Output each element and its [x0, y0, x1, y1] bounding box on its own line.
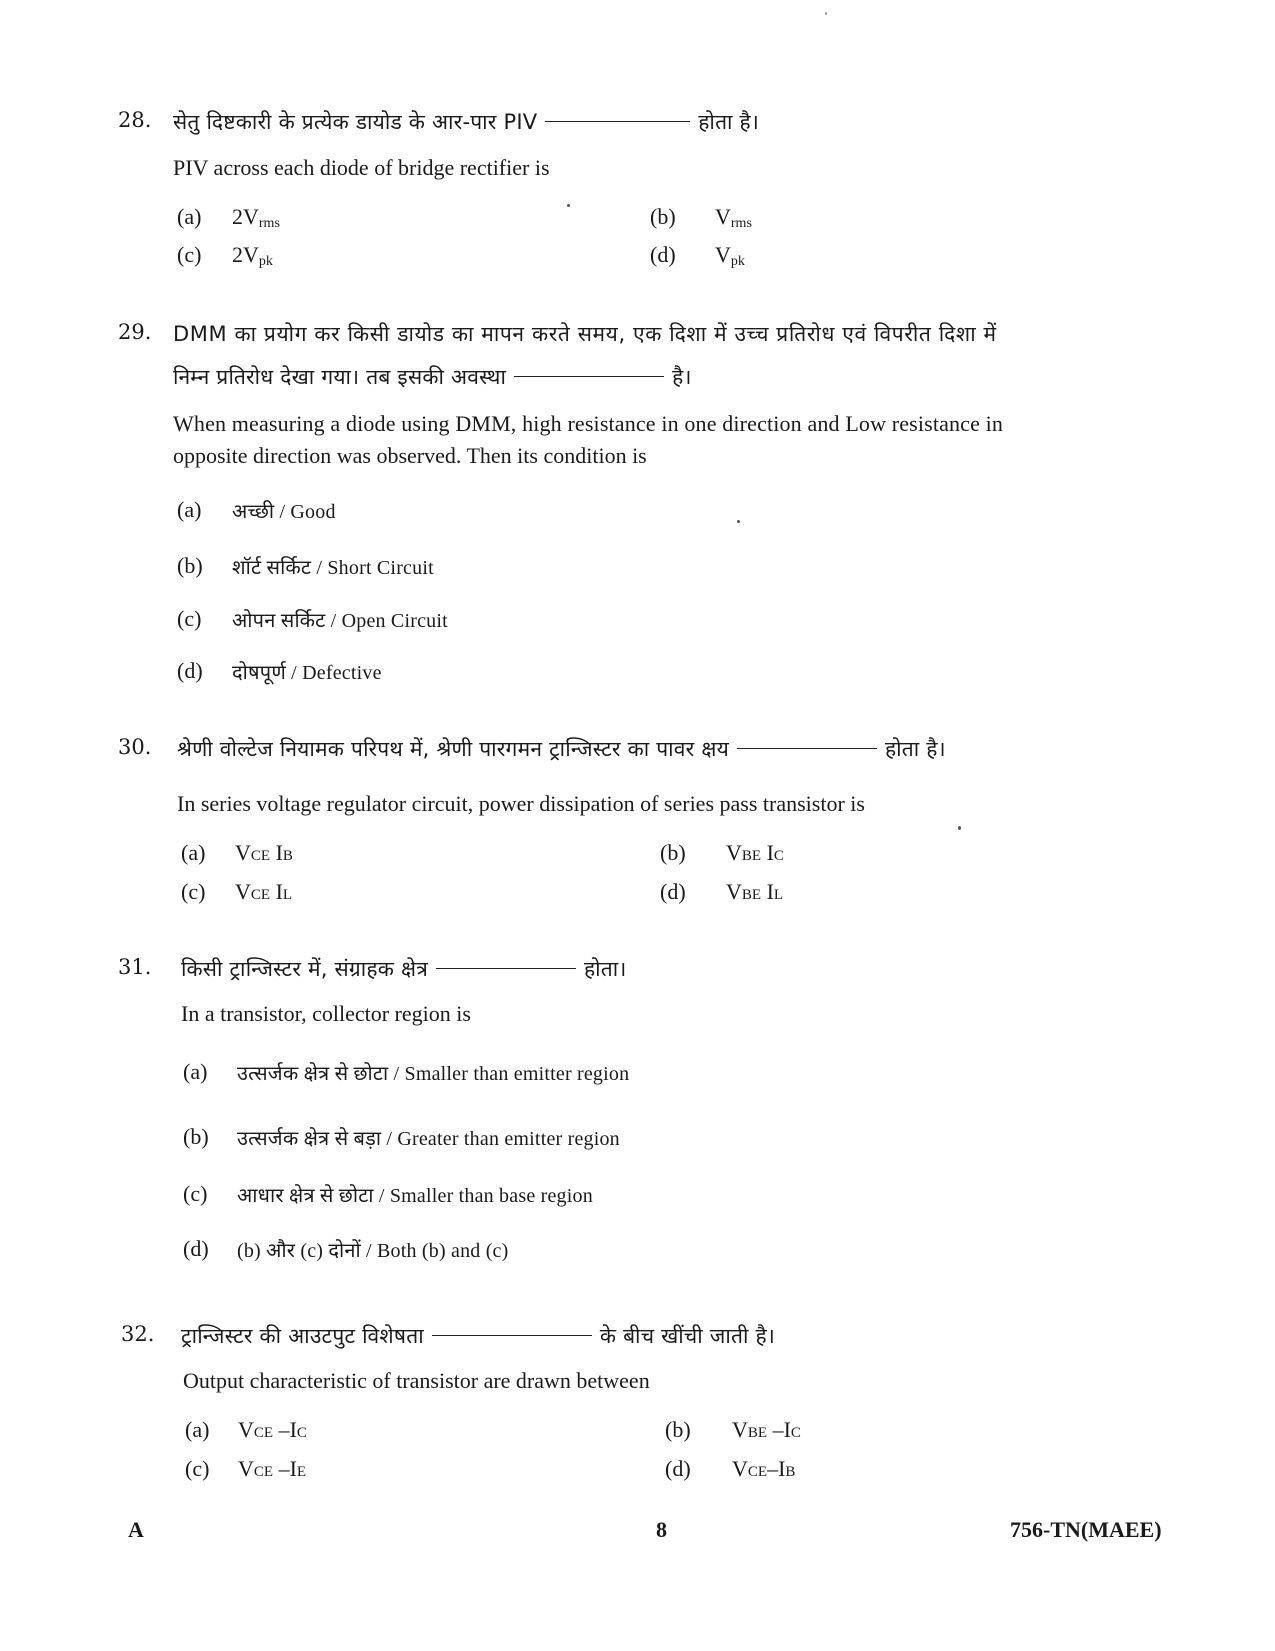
option-label: (d) [665, 1456, 691, 1481]
option-c[interactable]: ओपन सर्किट / Open Circuit [232, 610, 448, 632]
question-hindi-line1: DMM का प्रयोग कर किसी डायोड का मापन करते समय, एक दिशा में उच्च प्रतिरोध एवं विपरीत दिशा में [173, 322, 997, 346]
question-hindi [181, 955, 627, 983]
option-label: (a) [177, 497, 202, 522]
option-label: (b) [183, 1124, 209, 1149]
hindi-text: सेतु दिष्टकारी के प्रत्येक डायोड के आर-पार PIV [173, 110, 538, 134]
option-label: (d) [650, 242, 676, 267]
question-number: 31. [118, 955, 152, 979]
hindi-text: निम्न प्रतिरोध देखा गया। तब इसकी अवस्था [173, 365, 507, 389]
answer-blank [545, 121, 690, 122]
option-label: (c) [177, 242, 202, 267]
option-a[interactable]: अच्छी / Good [232, 501, 336, 523]
option-label: (a) [177, 204, 202, 229]
option-a[interactable]: VCE –IC [238, 1417, 307, 1442]
option-label: (a) [185, 1417, 210, 1442]
scan-speck [737, 520, 740, 523]
question-english-line2: opposite direction was observed. Then its condition is [173, 443, 647, 468]
option-a[interactable]: $2V_{rms}$ [232, 204, 280, 231]
option-d[interactable]: VBE IL [726, 879, 784, 904]
question-english: In series voltage regulator circuit, power dissipation of series pass transistor is [177, 791, 865, 816]
option-d[interactable]: (b) और (c) दोनों / Both (b) and (c) [237, 1240, 509, 1262]
option-label: (b) [650, 204, 676, 229]
option-label: (c) [185, 1456, 210, 1481]
option-b[interactable]: VBE IC [726, 840, 784, 865]
question-number: 28. [118, 108, 152, 132]
answer-blank [737, 748, 877, 749]
option-label: (c) [181, 879, 206, 904]
page-number: 8 [656, 1517, 667, 1542]
option-a[interactable]: उत्सर्जक क्षेत्र से छोटा / Smaller than emitter region [237, 1063, 630, 1085]
option-b[interactable]: $V_{rms}$ [715, 204, 752, 231]
hindi-text-end: के बीच खींची जाती है। [599, 1324, 775, 1348]
option-d[interactable]: दोषपूर्ण / Defective [232, 662, 382, 684]
question-english-line1: When measuring a diode using DMM, high resistance in one direction and Low resistance in [173, 411, 1004, 436]
answer-blank [432, 1335, 592, 1336]
hindi-text: ट्रान्जिस्टर की आउटपुट विशेषता [181, 1324, 424, 1348]
hindi-text-end: होता। [584, 957, 627, 981]
scan-speck [958, 826, 961, 830]
booklet-series: A [128, 1517, 144, 1542]
question-hindi-line2 [173, 363, 692, 391]
question-number: 30. [118, 735, 152, 759]
option-b[interactable]: उत्सर्जक क्षेत्र से बड़ा / Greater than emitter region [237, 1128, 620, 1150]
question-number: 32. [121, 1322, 155, 1346]
option-d[interactable]: VCE–IB [732, 1456, 796, 1481]
option-c[interactable]: $2V_{pk}$ [232, 242, 273, 269]
option-label: (c) [177, 606, 202, 631]
question-number: 29. [118, 320, 152, 344]
question-hindi [177, 735, 946, 763]
option-label: (a) [183, 1059, 208, 1084]
option-label: (d) [177, 658, 203, 683]
hindi-text-end: होता है। [698, 110, 760, 134]
option-label: (d) [660, 879, 686, 904]
question-english: Output characteristic of transistor are drawn between [183, 1368, 650, 1393]
hindi-text: किसी ट्रान्जिस्टर में, संग्राहक क्षेत्र [181, 957, 428, 981]
question-english: PIV across each diode of bridge rectifier is [173, 155, 550, 180]
option-label: (c) [183, 1181, 208, 1206]
answer-blank [514, 376, 664, 377]
option-c[interactable]: VCE IL [235, 879, 293, 904]
option-label: (a) [181, 840, 206, 865]
question-hindi [173, 108, 759, 136]
scan-speck [567, 204, 570, 207]
option-c[interactable]: VCE –IE [238, 1456, 307, 1481]
answer-blank [436, 968, 576, 969]
hindi-text-end: है। [672, 365, 692, 389]
option-d[interactable]: $V_{pk}$ [715, 242, 745, 269]
option-label: (d) [183, 1236, 209, 1261]
option-b[interactable]: VBE –IC [732, 1417, 801, 1442]
option-b[interactable]: शॉर्ट सर्किट / Short Circuit [232, 557, 434, 579]
option-a[interactable]: VCE IB [235, 840, 293, 865]
option-label: (b) [177, 553, 203, 578]
scan-speck [825, 12, 827, 15]
hindi-text: श्रेणी वोल्टेज नियामक परिपथ में, श्रेणी पारगमन ट्रान्जिस्टर का पावर क्षय [177, 737, 729, 761]
option-c[interactable]: आधार क्षेत्र से छोटा / Smaller than base region [237, 1185, 593, 1207]
hindi-text-end: होता है। [884, 737, 946, 761]
option-label: (b) [660, 840, 686, 865]
question-hindi [181, 1322, 775, 1350]
option-label: (b) [665, 1417, 691, 1442]
question-english: In a transistor, collector region is [181, 1001, 471, 1026]
paper-code: 756-TN(MAEE) [1010, 1517, 1162, 1542]
